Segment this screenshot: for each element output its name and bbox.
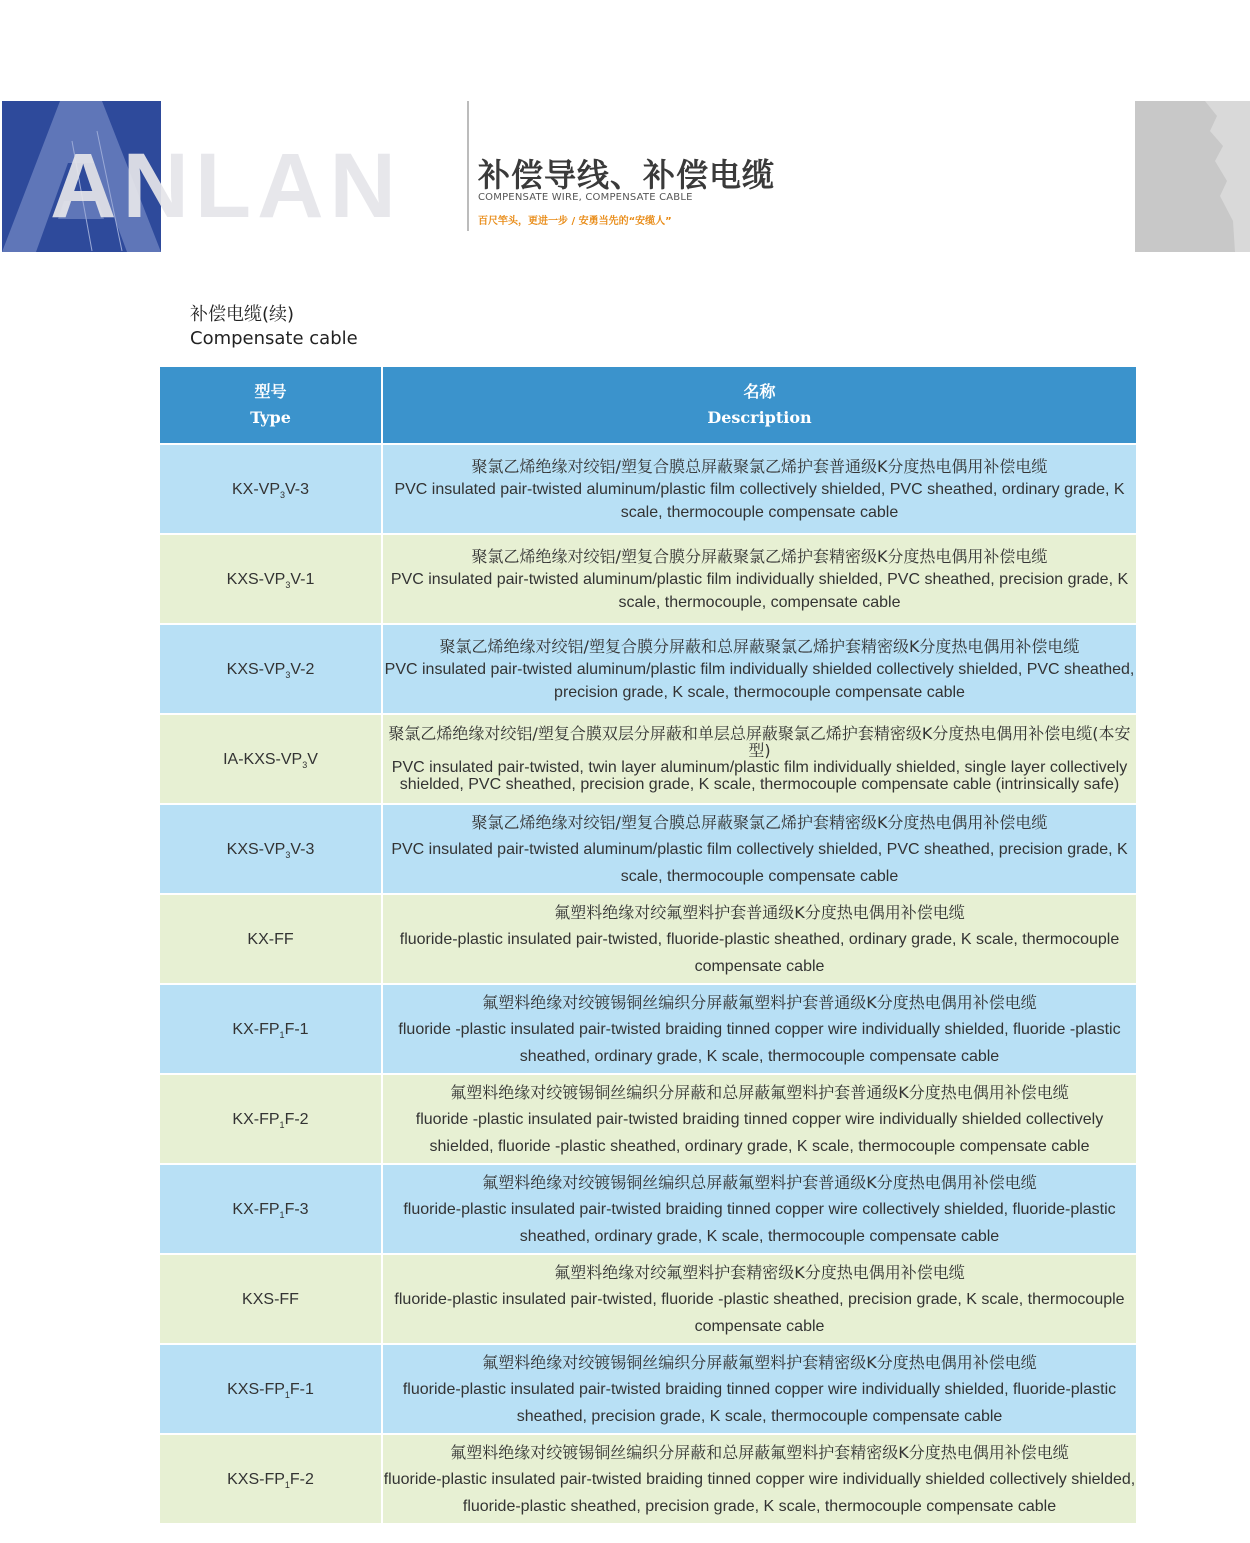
description-en: fluoride -plastic insulated pair-twisted braiding tinned copper wire individually shielded collectively shielded, fluoride -plastic sheathed, ordinary grade, K scale, thermocouple compensate cable [415,1110,1104,1155]
description-cn: 聚氯乙烯绝缘对绞铝/塑复合膜分屏蔽聚氯乙烯护套精密级K分度热电偶用补偿电缆 [471,546,1048,566]
type-code-suffix: F-3 [284,1200,309,1218]
brand-wordmark-text: ANLAN [50,135,402,237]
cell-type [160,1433,383,1523]
type-code: KXS-FF [242,1290,299,1308]
type-code-suffix: F-1 [289,1380,314,1398]
cell-type [160,623,383,713]
type-code: KXS-FP [227,1380,285,1398]
description-cn: 聚氯乙烯绝缘对绞铝/塑复合膜总屏蔽聚氯乙烯护套普通级K分度热电偶用补偿电缆 [471,456,1048,476]
type-code-subscript: 1 [279,1029,285,1040]
description-cn: 氟塑料绝缘对绞氟塑料护套精密级K分度热电偶用补偿电缆 [554,1262,965,1282]
table-body [160,443,1136,1523]
type-code: KXS-VP [226,660,286,678]
description-en: PVC insulated pair-twisted aluminum/plastic film collectively shielded, PVC sheathed, ordinary grade, K scale, thermocouple compensate cable [394,480,1125,521]
type-code: KX-FF [247,930,294,948]
type-code-suffix: F-2 [289,1470,314,1488]
type-code: IA-KXS-VP [223,750,303,768]
type-code-subscript: 3 [285,669,291,680]
section-title-cn: 补偿电缆(续) [190,304,295,325]
cell-type [160,713,383,803]
type-code-suffix: V-3 [285,480,310,498]
header-type [160,367,383,443]
type-code-subscript: 1 [284,1389,290,1400]
type-code-suffix: V-2 [290,660,315,678]
section-title-en: Compensate cable [190,328,358,349]
type-code: KX-FP [232,1110,280,1128]
type-code: KXS-VP [226,570,286,588]
description-cn: 氟塑料绝缘对绞镀锡铜丝编织分屏蔽氟塑料护套精密级K分度热电偶用补偿电缆 [482,1352,1037,1372]
cell-type [160,1253,383,1343]
page-subtitle: COMPENSATE WIRE, COMPENSATE CABLE [478,192,693,203]
description-en: fluoride-plastic insulated pair-twisted braiding tinned copper wire individually shielded collectively shielded, fluoride-plastic sheathed, precision grade, K scale, thermocouple compensate cable [383,1470,1136,1515]
type-code-subscript: 3 [302,759,308,770]
table-row [160,623,1136,713]
description-en: PVC insulated pair-twisted, twin layer aluminum/plastic film individually shielded, single layer collectively shielded, PVC sheathed, precision grade, K scale, thermocouple compensate cable (intrinsically safe) [391,759,1128,793]
description-cn: 氟塑料绝缘对绞镀锡铜丝编织分屏蔽和总屏蔽氟塑料护套精密级K分度热电偶用补偿电缆 [450,1442,1069,1462]
header-desc-cn: 名称 [743,382,776,401]
header-divider [467,101,469,231]
table-row [160,893,1136,983]
table-row [160,533,1136,623]
description-cn: 氟塑料绝缘对绞氟塑料护套普通级K分度热电偶用补偿电缆 [554,902,965,922]
description-en: PVC insulated pair-twisted aluminum/plastic film collectively shielded, PVC sheathed, precision grade, K scale, thermocouple compensate cable [391,840,1128,885]
table-row [160,1073,1136,1163]
description-en: PVC insulated pair-twisted aluminum/plastic film individually shielded collectively shielded, PVC sheathed, precision grade, K scale, thermocouple compensate cable [384,660,1135,701]
description-cn: 氟塑料绝缘对绞镀锡铜丝编织分屏蔽和总屏蔽氟塑料护套普通级K分度热电偶用补偿电缆 [450,1082,1069,1102]
cell-type [160,443,383,533]
table-row [160,1343,1136,1433]
description-cn: 氟塑料绝缘对绞镀锡铜丝编织总屏蔽氟塑料护套普通级K分度热电偶用补偿电缆 [482,1172,1037,1192]
cell-description [383,1073,1136,1163]
description-en: fluoride -plastic insulated pair-twisted braiding tinned copper wire individually shielded, fluoride -plastic sheathed, ordinary grade, K scale, thermocouple compensate cable [398,1020,1121,1065]
cell-type [160,1073,383,1163]
type-code-suffix: V-1 [290,570,315,588]
description-cn: 聚氯乙烯绝缘对绞铝/塑复合膜分屏蔽和总屏蔽聚氯乙烯护套精密级K分度热电偶用补偿电缆 [439,636,1080,656]
type-code-subscript: 3 [285,579,291,590]
type-code: KXS-VP [226,840,286,858]
description-en: fluoride-plastic insulated pair-twisted braiding tinned copper wire collectively shielded, fluoride-plastic sheathed, ordinary grade, K scale, thermocouple compensate cable [403,1200,1116,1245]
type-code-subscript: 1 [284,1479,290,1490]
description-cn: 聚氯乙烯绝缘对绞铝/塑复合膜总屏蔽聚氯乙烯护套精密级K分度热电偶用补偿电缆 [471,812,1048,832]
type-code: KX-FP [232,1020,280,1038]
type-code-subscript: 3 [285,849,291,860]
header-type-en: Type [250,408,291,427]
cell-description [383,983,1136,1073]
cell-type [160,1343,383,1433]
slogan: 百尺竿头，更进一步 / 安勇当先的“安缆人” [478,216,672,227]
table-header-row [160,367,1136,443]
type-code-suffix: F-2 [284,1110,309,1128]
description-en: fluoride-plastic insulated pair-twisted, fluoride-plastic sheathed, ordinary grade, K scale, thermocouple compensate cable [399,930,1120,975]
table-row [160,1433,1136,1523]
cell-description [383,1253,1136,1343]
cell-type [160,893,383,983]
header-description [383,367,1136,443]
cell-description [383,443,1136,533]
cell-type [160,803,383,893]
table-row [160,803,1136,893]
cell-description [383,533,1136,623]
page-title: 补偿导线、补偿电缆 [478,156,776,194]
cell-description [383,713,1136,803]
type-code: KXS-FP [227,1470,285,1488]
header-desc-en: Description [707,408,812,427]
type-code-suffix: V-3 [290,840,315,858]
type-code: KX-FP [232,1200,280,1218]
type-code-subscript: 1 [279,1209,285,1220]
cell-type [160,1163,383,1253]
map-silhouette-icon [1135,101,1250,252]
cell-description [383,893,1136,983]
cable-table [160,367,1136,1523]
type-code-subscript: 1 [279,1119,285,1130]
description-en: PVC insulated pair-twisted aluminum/plastic film individually shielded, PVC sheathed, precision grade, K scale, thermocouple, compensate cable [390,570,1129,611]
cell-type [160,983,383,1073]
type-code-subscript: 3 [279,489,285,500]
header-type-cn: 型号 [254,382,287,401]
type-code-suffix: V [307,750,318,768]
cell-description [383,1163,1136,1253]
description-cn: 氟塑料绝缘对绞镀锡铜丝编织分屏蔽氟塑料护套普通级K分度热电偶用补偿电缆 [482,992,1037,1012]
cell-description [383,623,1136,713]
table-row [160,983,1136,1073]
decorative-map-panel [1135,101,1250,252]
cell-description [383,1343,1136,1433]
cell-description [383,1433,1136,1523]
type-code: KX-VP [231,480,280,498]
table-row [160,443,1136,533]
table-row [160,1163,1136,1253]
description-en: fluoride-plastic insulated pair-twisted, fluoride -plastic sheathed, precision grade, K scale, thermocouple compensate cable [394,1290,1125,1335]
brand-wordmark [50,135,402,237]
cell-type [160,533,383,623]
type-code-suffix: F-1 [284,1020,309,1038]
table-row [160,713,1136,803]
description-cn: 聚氯乙烯绝缘对绞铝/塑复合膜双层分屏蔽和单层总屏蔽聚氯乙烯护套精密级K分度热电偶用补偿电缆(本安型) [388,724,1131,760]
table-row [160,1253,1136,1343]
description-en: fluoride-plastic insulated pair-twisted braiding tinned copper wire individually shielded, fluoride-plastic sheathed, precision grade, K scale, thermocouple compensate cable [402,1380,1117,1425]
cell-description [383,803,1136,893]
